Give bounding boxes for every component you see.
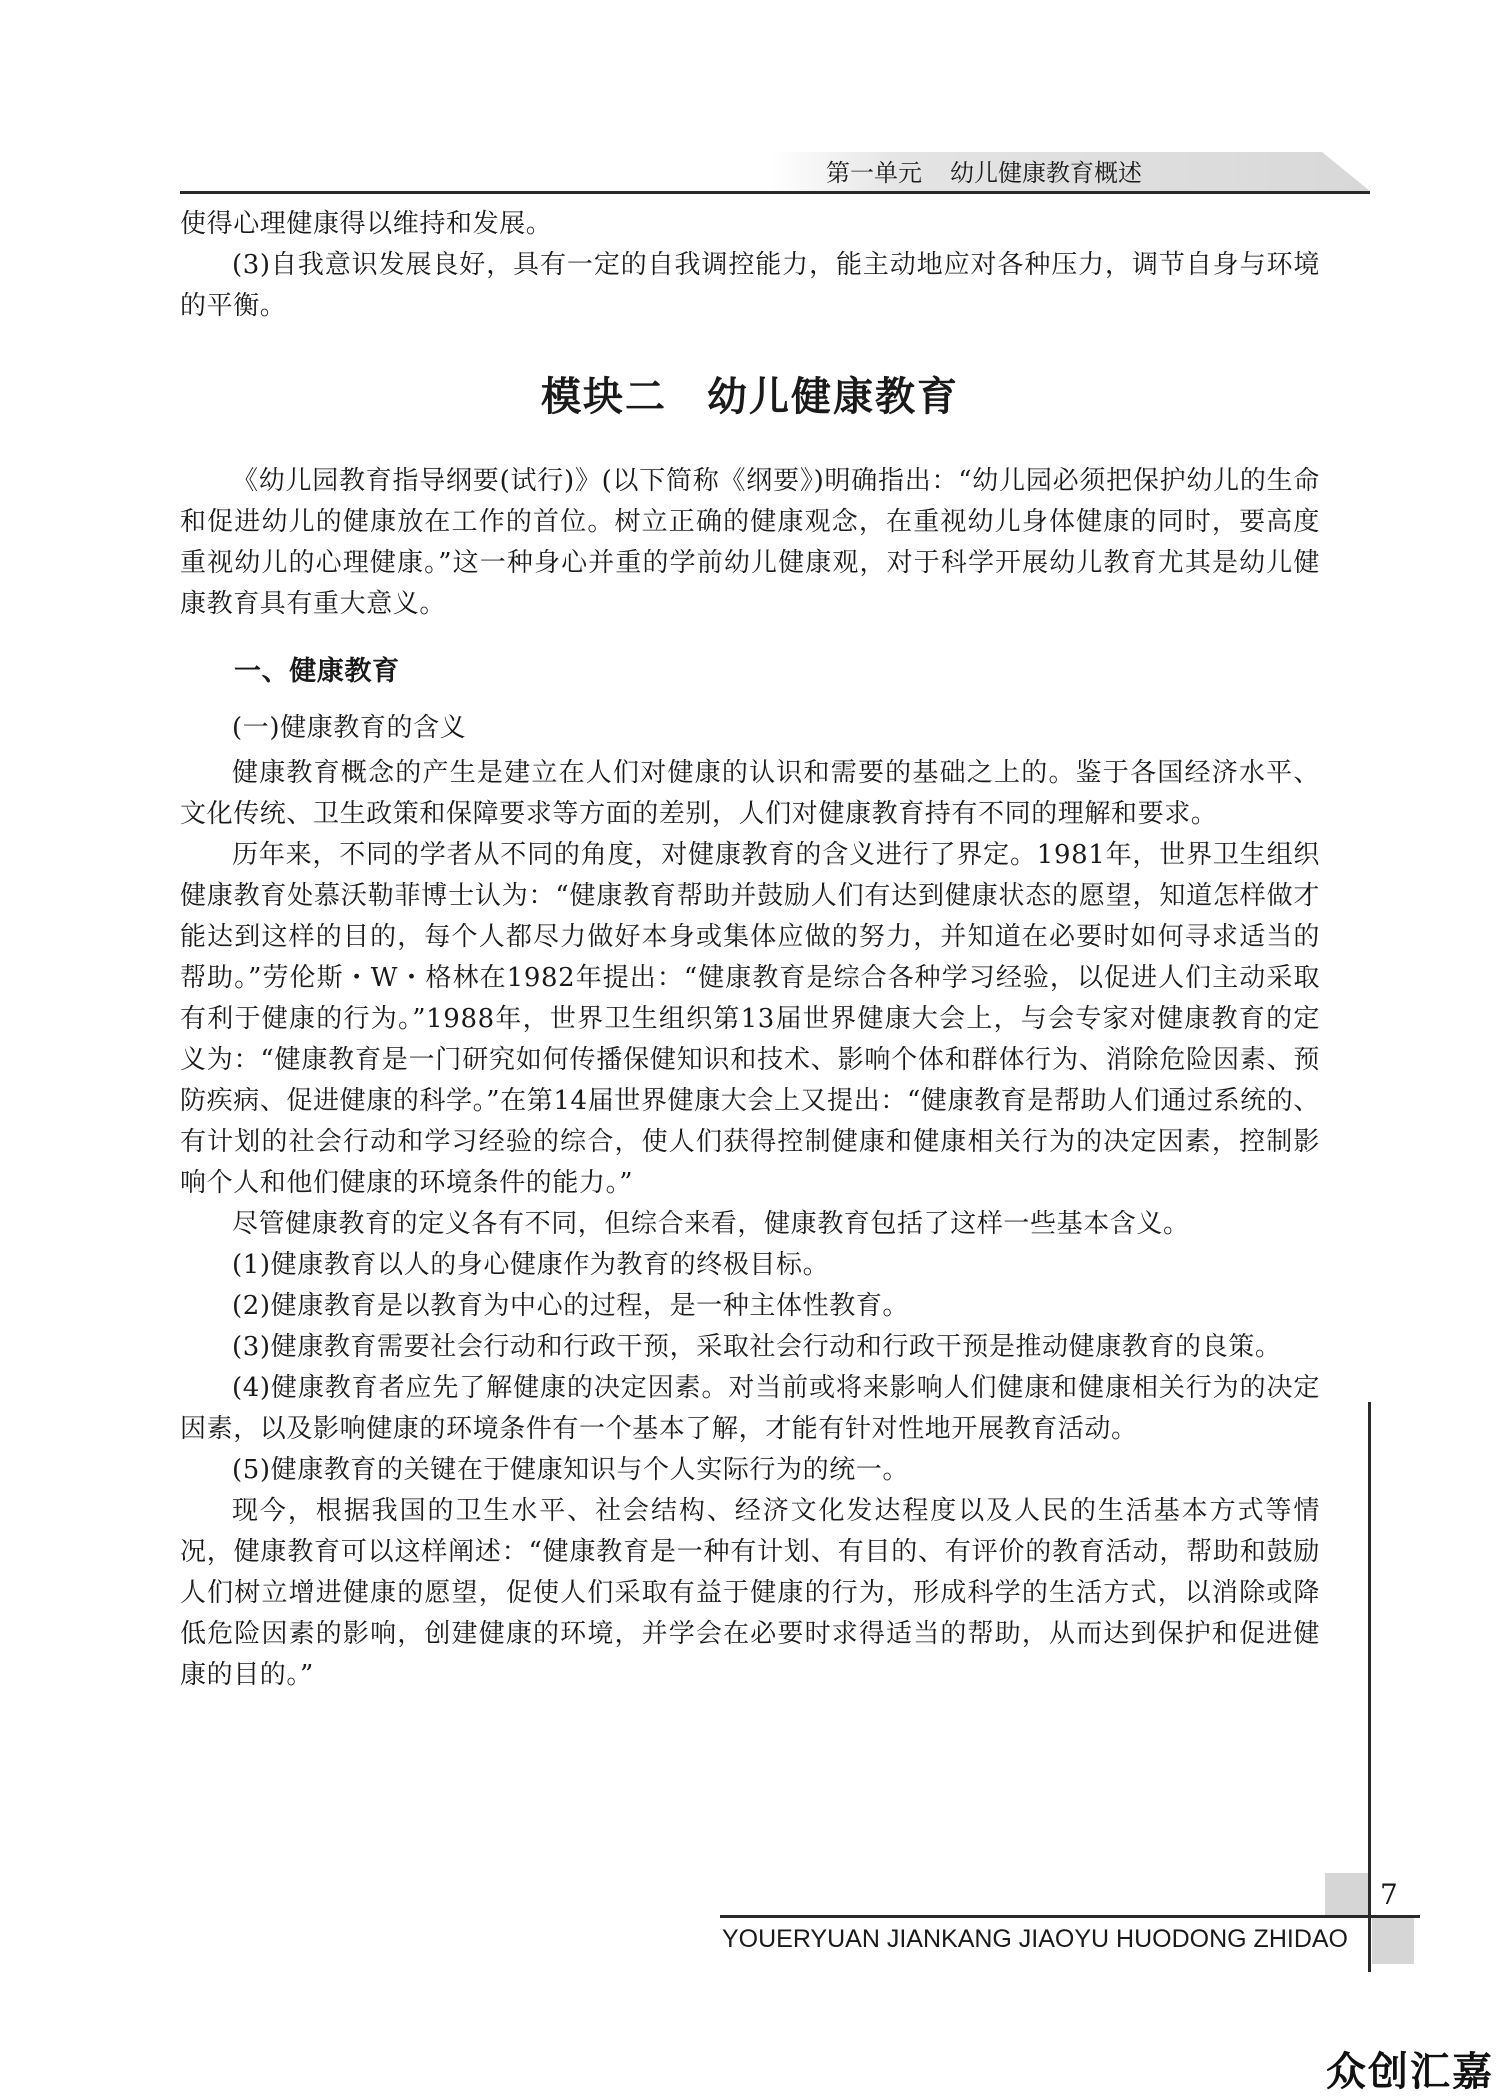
list-item-3: (3)健康教育需要社会行动和行政干预，采取社会行动和行政干预是推动健康教育的良策。: [232, 1332, 1282, 1362]
list-item-prev-3: (3)自我意识发展良好，具有一定的自我调控能力，能主动地应对各种压力，调节自身与环境的平衡。: [180, 250, 1320, 321]
list-item-5: (5)健康教育的关键在于健康知识与个人实际行为的统一。: [232, 1455, 910, 1485]
module-name: 幼儿健康教育: [707, 373, 959, 420]
paragraph-3: 尽管健康教育的定义各有不同，但综合来看，健康教育包括了这样一些基本含义。: [232, 1209, 1190, 1239]
module-label: 模块二: [541, 373, 667, 420]
list-item-2: (2)健康教育是以教育为中心的过程，是一种主体性教育。: [232, 1291, 910, 1321]
subsection-heading: (一)健康教育的含义: [232, 713, 467, 743]
page-number: 7: [1380, 1878, 1398, 1911]
running-footer: YOUERYUAN JIANKANG JIAOYU HUODONG ZHIDAO: [721, 1925, 1348, 1953]
paragraph-2: 历年来，不同的学者从不同的角度，对健康教育的含义进行了界定。1981年，世界卫生组织健康教育处慕沃勒菲博士认为：“健康教育帮助并鼓励人们有达到健康状态的愿望，知道怎样做才能达到这样的目的，每个人都尽力做好本身或集体应做的努力，并知道在必要时如何寻求适当的帮助。”劳伦斯・W・格林在1982年提出：“健康教育是综合各种学习经验，以促进人们主动采取有利于健康的行为。”1988年，世界卫生组织第13届世界健康大会上，与会专家对健康教育的定义为：“健康教育是一门研究如何传播保健知识和技术、影响个体和群体行为、消除危险因素、预防疾病、促进健康的科学。”在第14届世界健康大会上又提出：“健康教育是帮助人们通过系统的、有计划的社会行动和学习经验的综合，使人们获得控制健康和健康相关行为的决定因素，控制影响个人和他们健康的环境条件的能力。”: [180, 840, 1320, 1198]
section-heading: 一、健康教育: [234, 656, 400, 687]
page-corner-box-lower: [1372, 1918, 1414, 1964]
page-corner-box: [1325, 1873, 1368, 1915]
margin-vertical-rule: [1368, 1402, 1371, 1972]
list-item-4: (4)健康教育者应先了解健康的决定因素。对当前或将来影响人们健康和健康相关行为的决定因素，以及影响健康的环境条件有一个基本了解，才能有针对性地开展教育活动。: [180, 1373, 1320, 1444]
list-item-1: (1)健康教育以人的身心健康作为教育的终极目标。: [232, 1250, 830, 1280]
paragraph-guideline: 《幼儿园教育指导纲要(试行)》(以下简称《纲要》)明确指出：“幼儿园必须把保护幼儿的生命和促进幼儿的健康放在工作的首位。树立正确的健康观念，在重视幼儿身体健康的同时，要高度重视幼儿的心理健康。”这一种身心并重的学前幼儿健康观，对于科学开展幼儿教育尤其是幼儿健康教育具有重大意义。: [180, 466, 1320, 619]
paragraph-1: 健康教育概念的产生是建立在人们对健康的认识和需要的基础之上的。鉴于各国经济水平、文化传统、卫生政策和保障要求等方面的差别，人们对健康教育持有不同的理解和要求。: [180, 758, 1320, 829]
paragraph-continued: 使得心理健康得以维持和发展。: [180, 209, 553, 239]
running-header: [826, 156, 1142, 190]
page-body: [180, 204, 1320, 1696]
watermark-text: 众创汇嘉: [1326, 2049, 1494, 2095]
header-rule: [180, 191, 1370, 194]
header-unit-title: 幼儿健康教育概述: [950, 159, 1142, 187]
module-title: [180, 369, 1320, 425]
header-unit: 第一单元: [826, 159, 922, 187]
footer-rule: [720, 1915, 1420, 1918]
paragraph-4: 现今，根据我国的卫生水平、社会结构、经济文化发达程度以及人民的生活基本方式等情况，健康教育可以这样阐述：“健康教育是一种有计划、有目的、有评价的教育活动，帮助和鼓励人们树立增进健康的愿望，促使人们采取有益于健康的行为，形成科学的生活方式，以消除或降低危险因素的影响，创建健康的环境，并学会在必要时求得适当的帮助，从而达到保护和促进健康的目的。”: [180, 1496, 1320, 1690]
